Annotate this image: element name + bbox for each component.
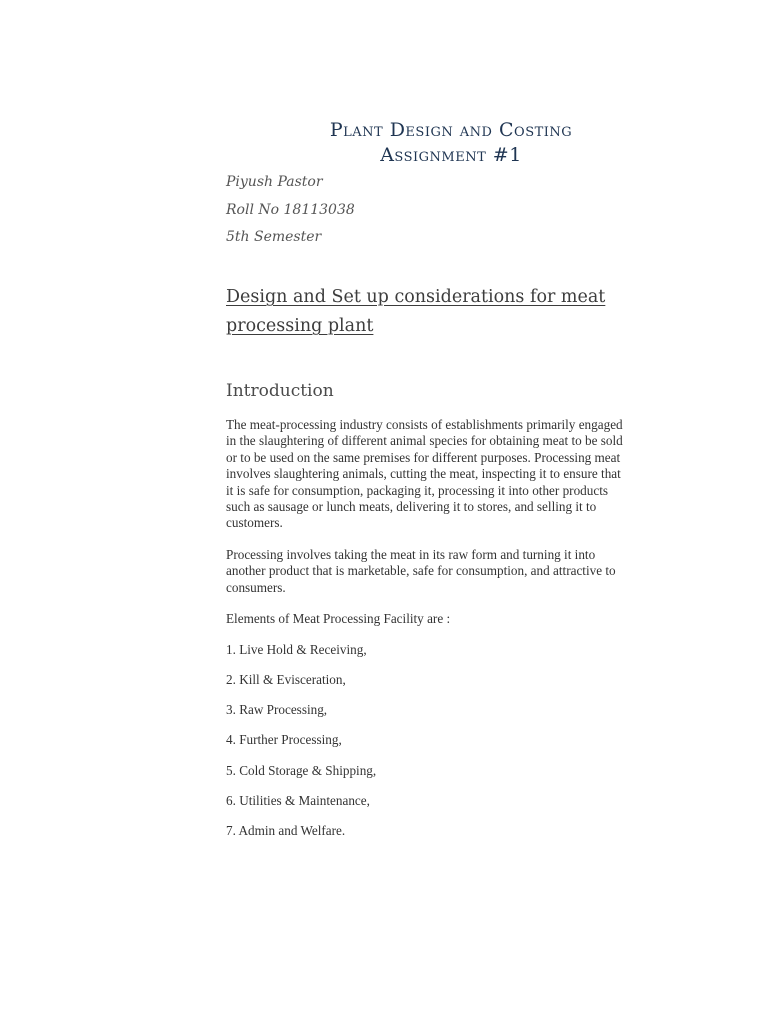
- elements-list: [226, 642, 676, 854]
- list-item: 6. Utilities & Maintenance,: [226, 793, 370, 809]
- author-info: [226, 171, 355, 254]
- paragraph-line: such as sausage or lunch meats, delivering it to stores, and selling it to: [226, 499, 597, 515]
- list-item: 2. Kill & Evisceration,: [226, 671, 346, 687]
- introduction-heading: Introduction: [226, 381, 334, 401]
- main-heading-line-1: Design and Set up considerations for meat: [226, 287, 606, 307]
- paragraph-1: [226, 417, 676, 532]
- paragraph-line: The meat-processing industry consists of establishments primarily engaged: [226, 417, 623, 432]
- author-name: Piyush Pastor: [226, 174, 323, 190]
- document-title: [226, 118, 676, 168]
- paragraph-line: in the slaughtering of different animal species for obtaining meat to be sold: [226, 433, 623, 449]
- elements-label: Elements of Meat Processing Facility are :: [226, 611, 451, 627]
- paragraph-line: it is safe for consumption, packaging it, processing it into other products: [226, 482, 608, 498]
- list-item: 4. Further Processing,: [226, 732, 342, 748]
- list-item: 5. Cold Storage & Shipping,: [226, 762, 377, 778]
- roll-number: Roll No 18113038: [226, 201, 355, 218]
- title-line-2: Assignment #1: [380, 144, 522, 166]
- list-item: 3. Raw Processing,: [226, 702, 328, 718]
- paragraph-line: consumers.: [226, 579, 286, 595]
- list-item: 1. Live Hold & Receiving,: [226, 641, 367, 657]
- semester: 5th Semester: [226, 229, 322, 245]
- paragraph-line: Processing involves taking the meat in its raw form and turning it into: [226, 546, 596, 562]
- paragraph-2: [226, 547, 676, 596]
- title-line-1: Plant Design and Costing: [329, 119, 573, 141]
- paragraph-line: customers.: [226, 515, 283, 531]
- paragraph-line: involves slaughtering animals, cutting the meat, inspecting it to ensure that: [226, 466, 621, 482]
- paragraph-line: another product that is marketable, safe for consumption, and attractive to: [226, 563, 616, 579]
- paragraph-line: or to be used on the same premises for different purposes. Processing meat: [226, 449, 621, 465]
- list-item: 7. Admin and Welfare.: [226, 823, 346, 839]
- body-text: [226, 417, 676, 854]
- main-heading-line-2: processing plant: [226, 316, 374, 336]
- main-heading: [226, 283, 676, 341]
